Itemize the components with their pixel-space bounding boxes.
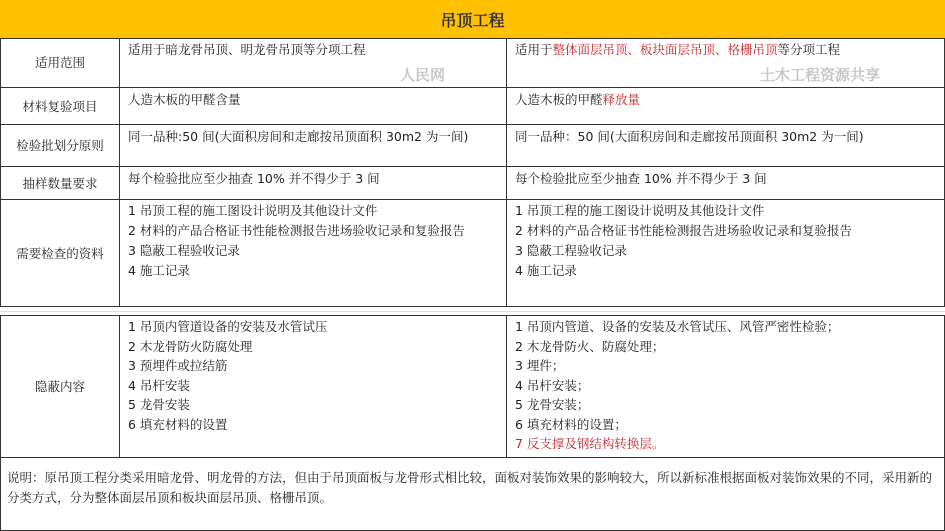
list-line <box>128 356 498 376</box>
text-segment: 人造木板的甲醛 <box>515 92 603 107</box>
list-line <box>515 337 936 357</box>
explanation-note: 说明：原吊顶工程分类采用暗龙骨、明龙骨的方法，但由于吊顶面板与龙骨形式相比较，面板对装饰效果的影响较大，所以新标准根据面板对装饰效果的不同，采用新的分类方式，分为整体面层吊顶和板块面层吊顶、格栅吊顶。 <box>0 458 945 531</box>
new-standard-cell <box>507 316 945 458</box>
text-segment: 每个检验批应至少抽查 10% 并不得少于 3 间 <box>515 171 767 186</box>
list-line <box>515 89 936 110</box>
text-segment: 适用于 <box>515 42 553 57</box>
list-line <box>128 221 498 241</box>
row-label <box>0 200 120 307</box>
new-standard-cell <box>507 167 945 200</box>
list-line <box>128 126 498 147</box>
text-segment: 每个检验批应至少抽查 10% 并不得少于 3 间 <box>128 171 380 186</box>
old-standard-cell <box>120 125 507 167</box>
new-standard-cell <box>507 38 945 88</box>
text-segment: 3 预埋件或拉结筋 <box>128 358 228 373</box>
row-label-text: 需要检查的资料 <box>16 245 104 261</box>
text-segment: 4 施工记录 <box>128 263 190 278</box>
text-segment: 同一品种：50 间(大面积房间和走廊按吊顶面积 30m2 为一间) <box>515 129 864 144</box>
watermark: 土木工程资源共享 <box>760 66 881 84</box>
highlighted-text: 释放量 <box>602 92 641 107</box>
text-segment: 1 吊顶内管道设备的安装及水管试压 <box>128 319 328 334</box>
list-line <box>515 168 936 189</box>
text-segment: 4 吊杆安装； <box>515 377 590 393</box>
row-label <box>0 125 120 167</box>
text-segment: 2 材料的产品合格证书性能检测报告进场验收记录和复验报告 <box>515 223 852 238</box>
old-standard-cell <box>120 167 507 200</box>
new-standard-cell <box>507 200 945 307</box>
list-line <box>128 39 498 60</box>
highlighted-text: 整体面层吊顶、板块面层吊顶、格栅吊顶 <box>552 42 778 57</box>
table-title: 吊顶工程 <box>0 0 945 39</box>
text-segment: 6 填充材料的设置； <box>515 416 627 432</box>
row-label <box>0 316 120 458</box>
text-segment: 4 吊杆安装 <box>128 377 190 393</box>
list-line <box>515 201 936 221</box>
text-segment: 1 吊顶工程的施工图设计说明及其他设计文件 <box>128 203 378 218</box>
list-line <box>515 126 936 147</box>
new-standard-cell <box>507 88 945 125</box>
row-label <box>0 167 120 200</box>
list-line <box>128 376 498 396</box>
list-line <box>515 395 936 415</box>
list-line <box>515 261 936 281</box>
old-standard-cell <box>120 200 507 307</box>
row-label-text: 隐蔽内容 <box>34 379 85 394</box>
row-label <box>0 38 120 88</box>
list-line <box>515 241 936 261</box>
list-line <box>128 201 498 221</box>
text-segment: 5 龙骨安装； <box>515 397 590 412</box>
text-segment: 3 隐蔽工程验收记录 <box>515 243 627 258</box>
list-line <box>515 317 936 337</box>
row-label-text: 抽样数量要求 <box>22 175 98 191</box>
list-line <box>515 221 936 241</box>
highlighted-text: 7 反支撑及钢结构转换层。 <box>515 436 665 451</box>
list-line <box>128 395 498 415</box>
new-standard-cell <box>507 125 945 167</box>
text-segment: 3 埋件； <box>515 358 565 373</box>
row-label-text: 材料复验项目 <box>22 98 98 114</box>
old-standard-cell <box>120 316 507 458</box>
list-line <box>515 39 936 60</box>
text-segment: 2 材料的产品合格证书性能检测报告进场验收记录和复验报告 <box>128 223 465 238</box>
list-line <box>128 89 498 110</box>
list-line <box>515 356 936 376</box>
old-standard-cell <box>120 88 507 125</box>
text-segment: 2 木龙骨防火、防腐处理； <box>515 338 665 354</box>
text-segment: 人造木板的甲醛含量 <box>128 92 241 107</box>
list-line <box>515 415 936 435</box>
row-label-text: 检验批划分原则 <box>16 138 104 153</box>
old-standard-cell <box>120 38 507 88</box>
list-line <box>515 434 936 454</box>
text-segment: 2 木龙骨防火防腐处理 <box>128 338 253 354</box>
list-line <box>128 317 498 337</box>
list-line <box>128 261 498 281</box>
row-label-text: 适用范围 <box>34 55 85 70</box>
watermark: 人民网 <box>400 66 446 84</box>
text-segment: 1 吊顶内管道、设备的安装及水管试压、风管严密性检验； <box>515 319 840 334</box>
row-label <box>0 88 120 125</box>
separator-line <box>0 311 945 312</box>
text-segment: 1 吊顶工程的施工图设计说明及其他设计文件 <box>515 203 765 218</box>
list-line <box>128 415 498 435</box>
list-line <box>515 376 936 396</box>
text-segment: 3 隐蔽工程验收记录 <box>128 243 240 258</box>
list-line <box>128 337 498 357</box>
text-segment: 等分项工程 <box>777 42 841 57</box>
text-segment: 4 施工记录 <box>515 263 577 278</box>
list-line <box>128 168 498 189</box>
text-segment: 同一品种:50 间(大面积房间和走廊按吊顶面积 30m2 为一间) <box>128 129 469 144</box>
list-line <box>128 241 498 261</box>
text-segment: 6 填充材料的设置 <box>128 416 228 432</box>
text-segment: 5 龙骨安装 <box>128 397 190 412</box>
text-segment: 适用于暗龙骨吊顶、明龙骨吊顶等分项工程 <box>128 42 366 57</box>
